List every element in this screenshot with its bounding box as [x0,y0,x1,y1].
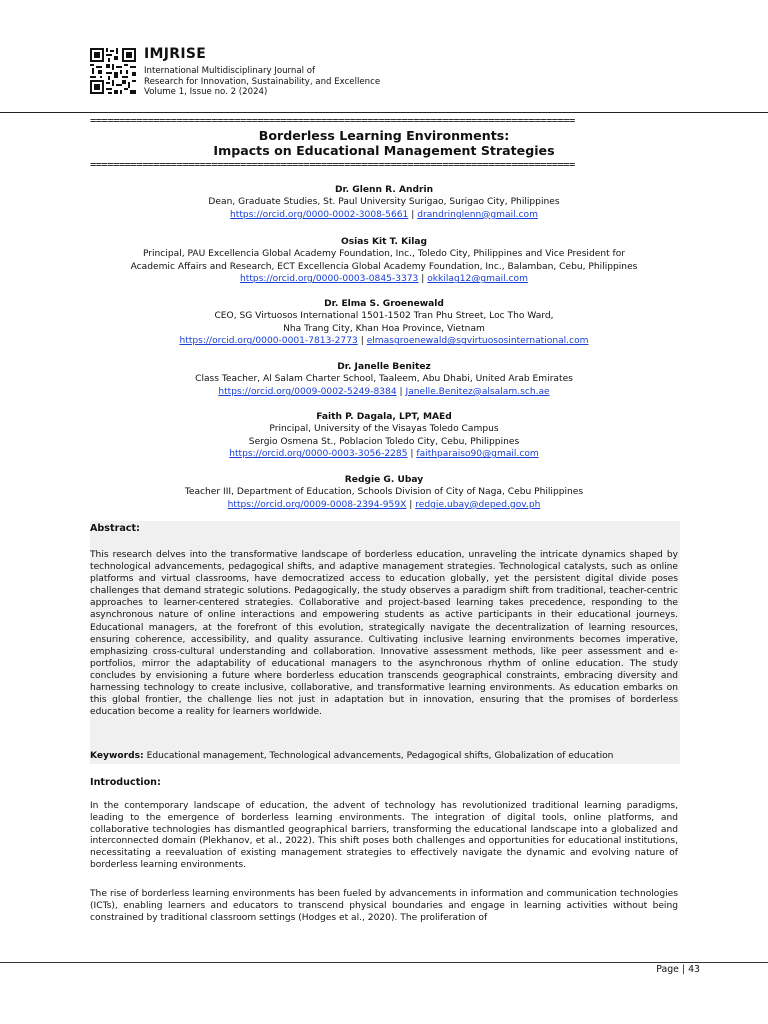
keywords-text: Educational management, Technological advancements, Pedagogical shifts, Globalization of education [146,751,614,761]
journal-line: International Multidisciplinary Journal of [144,66,316,76]
author-name: Dr. Glenn R. Andrin [334,185,434,195]
author-links [90,499,678,511]
abstract-section [90,521,680,764]
author-links [90,335,678,347]
author-name: Osias Kit T. Kilag [340,237,428,247]
author-name: Dr. Janelle Benitez [337,362,431,372]
abstract-heading: Abstract: [90,523,140,534]
footer-rule [0,962,768,963]
author-links [90,273,678,285]
keywords-label: Keywords: [90,751,144,761]
orcid-link[interactable]: https://orcid.org/0000-0001-7813-2773 [179,336,358,347]
author-affiliation: Principal, University of the Visayas Toledo Campus [269,424,499,435]
abstract-text: This research delves into the transformative landscape of borderless education, unraveling the intricate dynamics shaped by technological advancements, pedagogical shifts, and adaptive management strategies. Technological catalysts, such as online platforms and virtual classrooms, have democratized access to education globally, yet the persistent digital divide poses challenges that demand strategic solutions. Pedagogically, the study observes a paradigm shift from traditional, teacher-centric approaches to learner-centered strategies. Collaborative and project-based learning takes precedence, responding to the asynchronous nature of online interactions and empowering students as active participants in their educational journeys. Educational managers, at the forefront of this evolution, strategically navigate the decentralization of learning resources, ensuring coherence, accessibility, and quality assurance. Cultivating inclusive learning environments becomes imperative, emphasizing cross-cultural understanding and collaboration. Innovative assessment methods, like peer assessment and e-portfolios, mirror the adaptability of educational managers to the asynchronous rhythm of online education. The study concludes by envisioning a future where borderless education transcends geographical constraints, embracing diversity and harnessing technology to create inclusive, collaborative, and transformative learning environments. As education embarks on this global frontier, the challenge lies not just in adaptation but in innovation, ensuring that the promises of borderless education become a reality for learners worldwide. [90,550,678,718]
title-line-1: Borderless Learning Environments: [258,128,510,143]
link-separator: | [411,209,415,220]
author-affiliation: Nha Trang City, Khan Hoa Province, Vietnam [283,323,485,334]
journal-details [144,66,380,98]
introduction-heading: Introduction: [90,777,161,788]
journal-name: IMJRISE [144,46,207,62]
author-name: Faith P. Dagala, LPT, MAEd [316,412,452,422]
email-link[interactable]: redgie.ubay@deped.gov.ph [415,499,541,510]
page-number: Page | 43 [656,964,700,975]
orcid-link[interactable]: https://orcid.org/0009-0008-2394-959X [227,499,407,510]
email-link[interactable]: drandringlenn@gmail.com [417,209,538,220]
author-entry [90,361,678,398]
author-links [90,386,678,398]
author-affiliation: Sergio Osmena St., Poblacion Toledo City, Cebu, Philippines [248,436,520,447]
email-link[interactable]: elmasgroenewald@sgvirtuososinternational.com [366,336,589,347]
journal-header [90,46,690,102]
author-affiliation: Academic Affairs and Research, ECT Excellencia Global Academy Foundation, Inc., Balamban, Cebu, Philippines [130,261,638,272]
journal-line: Volume 1, Issue no. 2 (2024) [144,87,268,98]
author-entry [90,184,678,221]
author-entry [90,298,678,348]
qr-code-icon [90,48,136,94]
email-link[interactable]: faithparaiso90@gmail.com [416,449,539,460]
title-separator-bottom: ==================================================================================== [90,160,575,170]
title-line-2: Impacts on Educational Management Strategies [213,143,555,158]
link-separator: | [421,274,425,285]
email-link[interactable]: Janelle.Benitez@alsalam.sch.ae [405,386,550,397]
author-affiliation: Dean, Graduate Studies, St. Paul University Surigao, Surigao City, Philippines [208,197,560,208]
author-entry [90,236,678,286]
link-separator: | [410,449,414,460]
author-links [90,448,678,460]
author-entry [90,411,678,461]
orcid-link[interactable]: https://orcid.org/0009-0002-5249-8384 [218,386,397,397]
keywords [90,751,613,761]
title-separator-top: ==================================================================================== [90,116,575,126]
journal-line: Research for Innovation, Sustainability, and Excellence [144,76,381,87]
link-separator: | [399,386,403,397]
link-separator: | [409,499,413,510]
paper-title [90,128,678,158]
author-affiliation: Teacher III, Department of Education, Schools Division of City of Naga, Cebu Philippines [184,487,584,498]
introduction-paragraph: The rise of borderless learning environments has been fueled by advancements in information and communication technologies (ICTs), enabling learners and educators to transcend physical boundaries and engage in learning activities without being constrained by traditional classroom settings (Hodges et al., 2020). The proliferation of [90,889,678,923]
author-affiliation: CEO, SG Virtuosos International 1501-1502 Tran Phu Street, Loc Tho Ward, [214,311,554,322]
author-name: Redgie G. Ubay [344,475,424,485]
author-affiliation: Principal, PAU Excellencia Global Academy Foundation, Inc., Toledo City, Philippines and Vice President for [142,249,626,260]
author-entry [90,474,678,511]
author-name: Dr. Elma S. Groenewald [324,299,444,309]
orcid-link[interactable]: https://orcid.org/0000-0002-3008-5661 [230,209,409,220]
author-affiliation: Class Teacher, Al Salam Charter School, Taaleem, Abu Dhabi, United Arab Emirates [195,374,573,385]
orcid-link[interactable]: https://orcid.org/0000-0003-3056-2285 [229,449,408,460]
header-rule [0,112,768,113]
orcid-link[interactable]: https://orcid.org/0000-0003-0845-3373 [240,274,419,285]
email-link[interactable]: okkilag12@gmail.com [427,274,528,285]
link-separator: | [360,336,364,347]
author-links [90,209,678,221]
introduction-paragraph: In the contemporary landscape of education, the advent of technology has revolutionized traditional learning paradigms, leading to the emergence of borderless learning environments. The integration of digital tools, online platforms, and collaborative technologies has dismantled geographical barriers, transforming the educational landscape into a globalized and interconnected domain (Plekhanov, et al., 2022). This shift poses both challenges and opportunities for educational institutions, necessitating a reevaluation of existing management strategies to effectively navigate the dynamic and evolving nature of borderless learning environments. [90,801,678,870]
